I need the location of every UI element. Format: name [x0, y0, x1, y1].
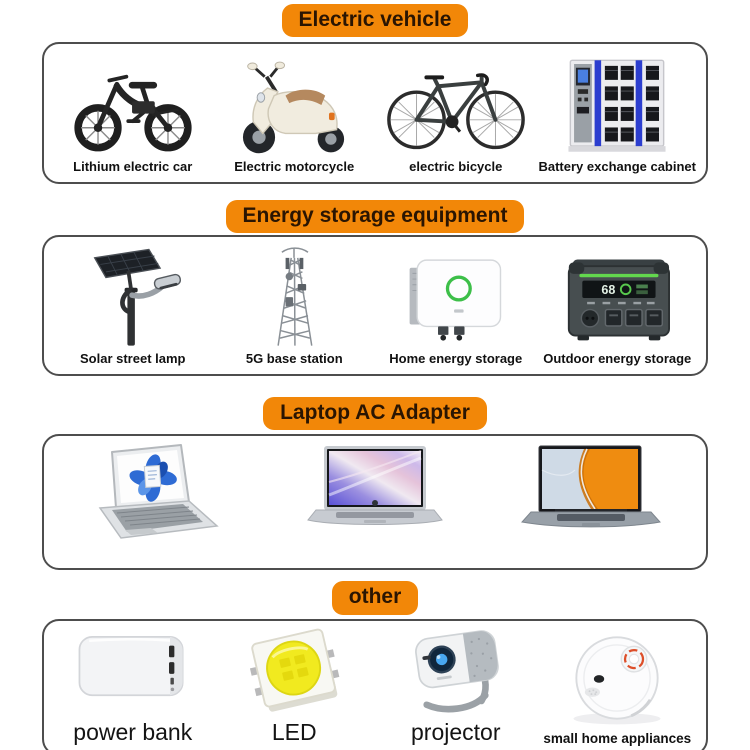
- product-label: LED: [271, 718, 317, 745]
- solar-street-lamp-image: [63, 246, 203, 350]
- 5g-base-station-tower-image: [224, 246, 364, 350]
- section-title-text: other: [348, 585, 402, 609]
- section-title-energy-storage-equipment: [226, 200, 525, 233]
- home-energy-storage-image: [385, 246, 527, 350]
- section-panel-other: [42, 619, 708, 750]
- product-item: [214, 625, 376, 750]
- section-title-electric-vehicle: [282, 4, 469, 37]
- product-item: [375, 241, 537, 370]
- product-label: 5G base station: [245, 351, 343, 367]
- product-label: power bank: [73, 718, 193, 745]
- product-label: Outdoor energy storage: [543, 351, 692, 367]
- product-label: Lithium electric car: [73, 159, 193, 175]
- section-electric-vehicle: [0, 4, 750, 184]
- product-label: Home energy storage: [389, 351, 523, 367]
- road-bicycle-image: [381, 54, 531, 158]
- projector-image: [383, 614, 529, 718]
- led-chip-image: [223, 618, 365, 718]
- robot-vacuum-image: [544, 626, 690, 730]
- section-panel-laptop-ac-adapter: [42, 434, 708, 570]
- product-item: [214, 241, 376, 370]
- outdoor-energy-storage-image: [544, 246, 690, 350]
- product-item: [267, 440, 482, 564]
- section-panel-energy-storage-equipment: [42, 235, 708, 376]
- product-item: [52, 440, 267, 564]
- product-item: [375, 48, 537, 178]
- product-label: Solar street lamp: [80, 351, 186, 367]
- folding-electric-bike-image: [59, 54, 207, 158]
- product-label: Battery exchange cabinet: [538, 159, 696, 175]
- power-bank-image: [60, 618, 206, 718]
- product-item: [375, 625, 537, 750]
- section-panel-electric-vehicle: [42, 42, 708, 184]
- product-item: [537, 241, 699, 370]
- laptop-dell-xps-image: [280, 440, 470, 560]
- product-label: electric bicycle: [409, 159, 503, 175]
- section-title-other: [332, 581, 419, 614]
- section-other: [0, 581, 750, 750]
- product-label: Electric motorcycle: [234, 159, 355, 175]
- product-item: [52, 241, 214, 370]
- product-label: small home appliances: [543, 730, 692, 746]
- battery-exchange-cabinet-image: [547, 54, 687, 158]
- svg-text:68: 68: [601, 283, 616, 298]
- electric-scooter-image: [223, 54, 365, 158]
- product-item: [483, 440, 698, 564]
- section-title-text: Energy storage equipment: [242, 204, 508, 228]
- product-item: [537, 48, 699, 178]
- section-laptop-ac-adapter: [0, 397, 750, 570]
- section-title-text: Laptop AC Adapter: [280, 401, 470, 425]
- product-item: [52, 48, 214, 178]
- product-item: [214, 48, 376, 178]
- product-label: projector: [411, 718, 501, 745]
- section-title-text: Electric vehicle: [298, 8, 452, 31]
- product-item: [52, 625, 214, 750]
- section-energy-storage-equipment: [0, 200, 750, 376]
- laptop-windows-image: [65, 440, 255, 560]
- laptop-matebook-image: [495, 440, 685, 560]
- section-title-laptop-ac-adapter: [263, 397, 487, 430]
- product-item: [537, 625, 699, 750]
